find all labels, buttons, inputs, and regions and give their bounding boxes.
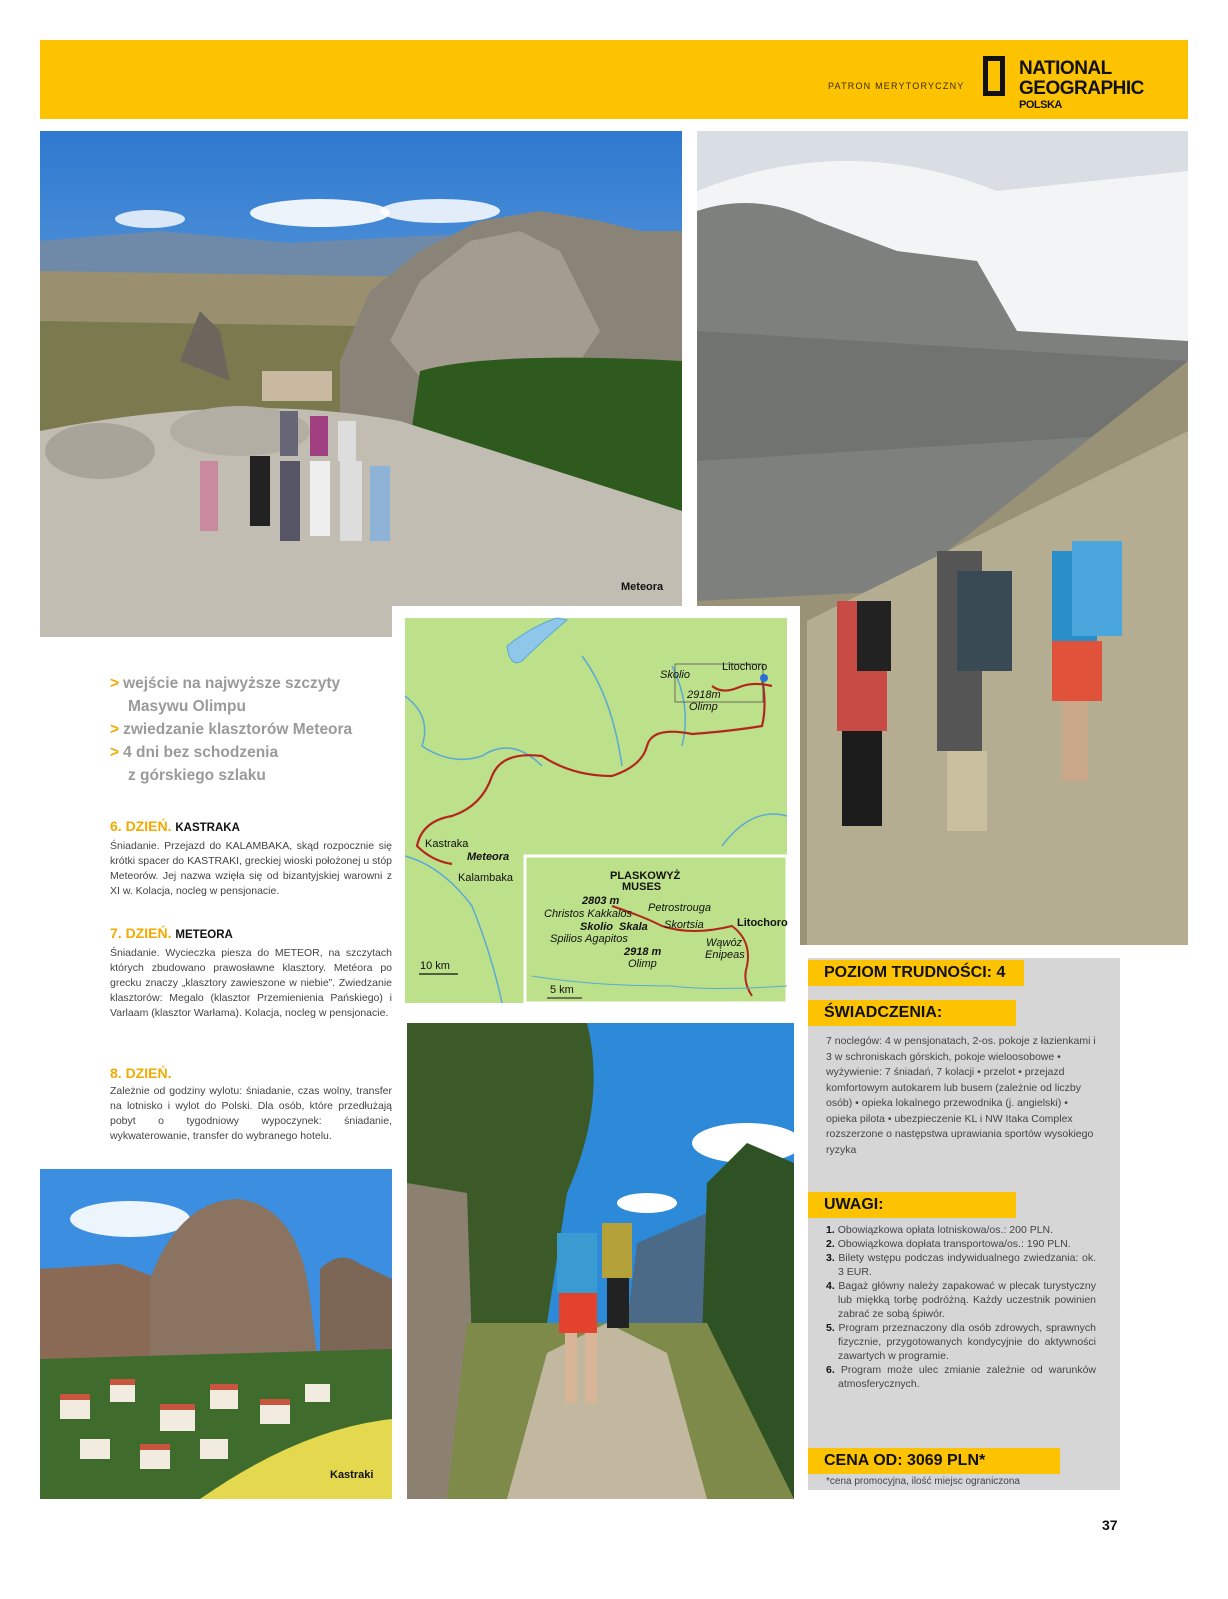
day-text: Śniadanie. Wycieczka piesza do METEOR, na szczytach których zbudowano prawosławne klasztory. Metéora po grecku znaczy „klasztory zawieszone w niebie”. Zwiedzanie klasztorów: Megalo (klasztor Przemienienia Pańskiego) i Varlaam (klasztor Warłama). Kolacja, nocleg w pensjonacie.	[110, 947, 392, 1019]
inset-label-spilios: Spilios Agapitos	[550, 933, 628, 945]
notes-list	[826, 1223, 1096, 1391]
inset-label-alt2918: 2918 m	[624, 946, 662, 958]
day-text: Śniadanie. Przejazd do KALAMBAKA, skąd rozpocznie się krótki spacer do KASTRAKI, greckiej wioski położonej u stóp Meteorów. Jej nazwa wzięła się od bizantyjskiej warowni z XI w. Kolacja, nocleg w pensjonacie.	[110, 840, 392, 897]
services-title: ŚWIADCZENIA:	[808, 1000, 1016, 1026]
price-bar: CENA OD: 3069 PLN*	[808, 1448, 1060, 1474]
highlight-item-cont: z górskiego szlaku	[128, 767, 266, 784]
inset-label-plateau-2: MUSES	[622, 881, 662, 893]
map-label-skolio: Skolio	[660, 669, 690, 681]
note-item: 1. Obowiązkowa opłata lotniskowa/os.: 200 PLN.	[826, 1224, 1054, 1236]
inset-label-skolio: Skolio	[580, 921, 614, 933]
inset-label-skala: Skala	[619, 921, 648, 933]
logo-line-1: NATIONAL	[1019, 58, 1112, 79]
chevron-right-icon: >	[110, 744, 120, 761]
trail-hikers-photo	[407, 1023, 794, 1499]
note-item: 4. Bagaż główny należy zapakować w plecak turystyczny lub miękką torbę podróżną. Każdy uczestnik powinien zabrać ze sobą śpiwór.	[826, 1280, 1096, 1320]
inset-label-wawoz: Wąwóz	[706, 937, 743, 949]
map-label-kastraka: Kastraka	[425, 838, 469, 850]
route-map	[392, 606, 800, 1006]
header-bar	[40, 40, 1188, 119]
inset-label-christos: Christos Kakkalos	[544, 908, 633, 920]
inset-label-plateau-1: PLASKOWYŻ	[610, 870, 681, 882]
map-scale-label: 10 km	[420, 960, 450, 972]
meteora-caption: Meteora	[621, 581, 664, 593]
inset-label-petrostrouga: Petrostrouga	[648, 902, 711, 914]
day-number: 6. DZIEŃ.	[110, 818, 172, 834]
note-item: 6. Program może ulec zmianie zależnie od warunków atmosferycznych.	[826, 1364, 1097, 1390]
day-7	[110, 925, 392, 1021]
day-6	[110, 818, 392, 899]
day-title: KASTRAKA	[175, 822, 240, 834]
highlight-item: > wejście na najwyższe szczyty	[110, 675, 341, 692]
highlight-item: > zwiedzanie klasztorów Meteora	[110, 721, 353, 738]
national-geographic-logo-frame	[983, 56, 1005, 96]
page-number: 37	[1102, 1517, 1118, 1533]
kastraki-caption: Kastraki	[330, 1469, 374, 1481]
day-number: 7. DZIEŃ.	[110, 925, 172, 941]
services-text: 7 noclegów: 4 w pensjonatach, 2-os. pokoje z łazienkami i 3 w schroniskach górskich, pokoje wieloosobowe • wyżywienie: 7 śniadań, 7 kolacji • przelot • przejazd komfortowym autokarem lub busem (zależnie od liczby osób) • opieka lokalnego przewodnika (j. angielski) • opieka pilota • ubezpieczenie KL i NW Itaka Complex rozszerzone o następstwa uprawiania sportów wysokiego ryzyka	[826, 1035, 1096, 1156]
inset-label-alt2803: 2803 m	[582, 895, 620, 907]
map-label-olimp: Olimp	[689, 701, 718, 713]
patron-label: PATRON MERYTORYCZNY	[828, 81, 965, 91]
note-item: 5. Program przeznaczony dla osób zdrowych, sprawnych fizycznie, przygotowanych kondycyjnie do aktywności zawartych w programie.	[826, 1322, 1097, 1362]
difficulty-bar: POZIOM TRUDNOŚCI: 4	[808, 960, 1024, 986]
map-label-kalambaka: Kalambaka	[458, 872, 514, 884]
inset-scale-label: 5 km	[550, 984, 574, 996]
inset-label-skortsia: Skortsia	[664, 919, 704, 931]
highlights-list	[110, 672, 380, 787]
highlight-item-cont: Masywu Olimpu	[128, 698, 246, 715]
notes-title: UWAGI:	[808, 1192, 1016, 1218]
day-title: METEORA	[175, 929, 233, 941]
price-note: *cena promocyjna, ilość miejsc ograniczona	[826, 1476, 1020, 1487]
map-label-altitude: 2918m	[687, 689, 721, 701]
day-text: Zależnie od godziny wylotu: śniadanie, czas wolny, transfer na lotnisko i wylot do Polski. Dla osób, które przedłużają pobyt o tygodniowy wypoczynek: śniadanie, wykwaterowanie, transfer do wybranego hotelu.	[110, 1085, 392, 1142]
highlight-item: > 4 dni bez schodzenia	[110, 744, 279, 761]
logo-line-3: POLSKA	[1019, 99, 1062, 111]
map-label-litochoro: Litochoro	[722, 661, 768, 673]
day-8	[110, 1065, 392, 1144]
day-number: 8. DZIEŃ.	[110, 1065, 172, 1081]
note-item: 2. Obowiązkowa dopłata transportowa/os.: 190 PLN.	[826, 1238, 1071, 1250]
inset-label-olimp: Olimp	[628, 958, 657, 970]
map-label-meteora: Meteora	[467, 851, 510, 863]
chevron-right-icon: >	[110, 675, 120, 692]
inset-label-litochoro: Litochoro	[737, 917, 788, 929]
meteora-group-photo	[40, 131, 682, 637]
inset-label-enipeas: Enipeas	[705, 949, 745, 961]
chevron-right-icon: >	[110, 721, 120, 738]
kastraki-photo	[40, 1169, 392, 1499]
logo-line-2: GEOGRAPHIC	[1019, 78, 1144, 99]
note-item: 3. Bilety wstępu podczas indywidualnego zwiedzania: ok. 3 EUR.	[826, 1252, 1096, 1278]
